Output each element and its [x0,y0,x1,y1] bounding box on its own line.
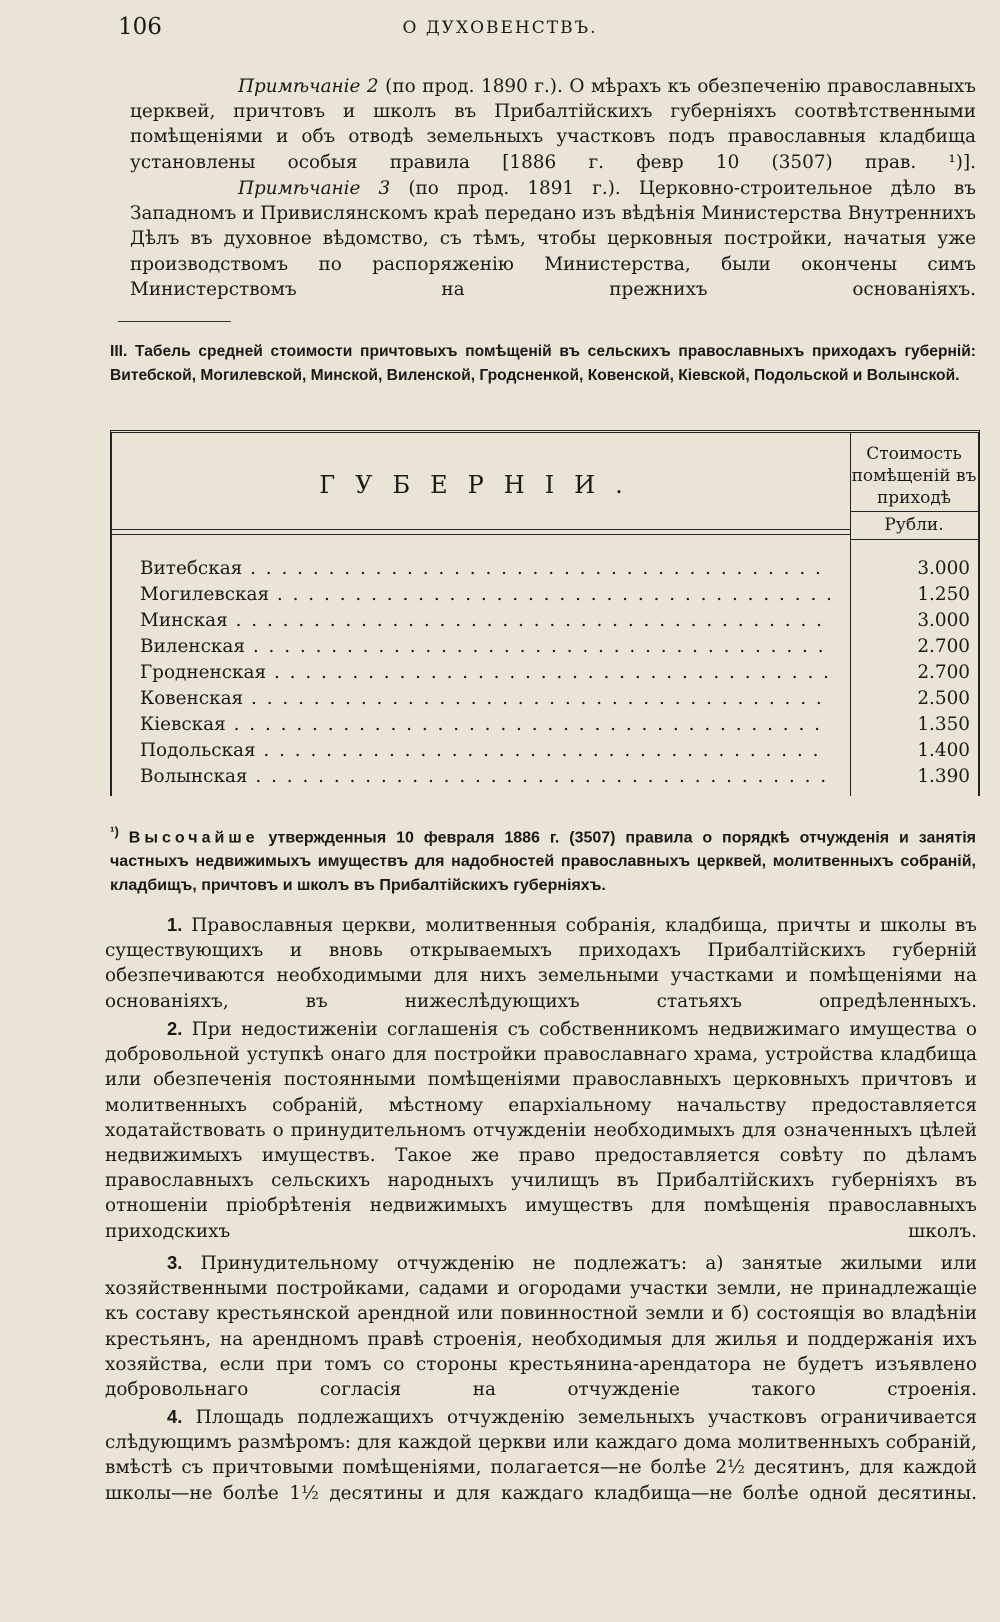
footnote-title-text: утвержденныя 10 февраля 1886 г. (3507) правила о порядкѣ отчужденія и занятія частныхъ недвижимыхъ имуществъ для надобностей православныхъ церквей, молитвенныхъ собраній, кладбищъ, причтовъ и школъ въ Прибалтійскихъ губерніяхъ. [110,829,977,895]
guberniya-name: Ковенская . . . [140,688,830,709]
guberniya-name: Волынская . . . [140,766,830,787]
guberniya-name: Витебская . . . [140,558,830,579]
footnote-spaced-word: Высочайше [128,829,259,847]
article-4 [105,1404,977,1506]
table-row [140,662,970,688]
article-3 [105,1250,977,1402]
note-2-text: (по прод. 1890 г.). О мѣрахъ къ обезпеченію православныхъ церквей, причтовъ и школъ въ Прибалтійскихъ губерніяхъ соотвѣтственными помѣщеніями и объ отводѣ земельныхъ участковъ подъ православныя кладбища установлены особыя правила [1886 г. февр 10 (3507) прав. ¹)]. [130,76,976,173]
article-2 [105,1016,977,1244]
note-2-label: Примѣчаніе 2 [238,76,379,97]
cost-value: 2.500 [917,688,970,709]
table-row [140,584,970,610]
table-row [140,766,970,792]
guberniya-name: Подольская . . . [140,740,830,761]
guberniya-name: Минская . . . [140,610,830,631]
running-title: О ДУХОВЕНСТВЪ. [402,18,598,38]
article-number: 4. [167,1406,183,1427]
cost-value: 1.400 [917,740,970,761]
guberniya-name: Могилевская . . . [140,584,830,605]
article-1 [105,912,977,1014]
table-title: III. Табель средней стоимости причтовыхъ помѣщеній въ сельскихъ православныхъ приходахъ губерній: Витебской, Могилевской, Минской, Виленской, Гродсненкой, Ковенской, Кіевской, Подольской и Волынской. [110,343,976,384]
cost-value: 3.000 [917,558,970,579]
table-row [140,740,970,766]
article-number: 3. [167,1252,183,1273]
article-text: Православныя церкви, молитвенныя собранія, кладбища, причты и школы въ существующихъ и вновь открываемыхъ приходахъ Прибалтійскихъ губерній обезпечиваются необходимыми для нихъ земельными участками и помѣщеніями на основаніяхъ, въ нижеслѣдующихъ статьяхъ опредѣленныхъ. [105,915,977,1012]
divider [118,321,231,322]
cost-value: 2.700 [917,636,970,657]
guberniya-name: Гродненская . . . [140,662,830,683]
table-row [140,558,970,584]
guberniya-name: Виленская . . . [140,636,830,657]
cost-table [110,430,980,796]
header-rule [112,529,850,535]
cost-value: 1.350 [917,714,970,735]
article-number: 1. [167,914,183,935]
cost-value: 1.250 [917,584,970,605]
article-text: Площадь подлежащихъ отчужденію земельныхъ участковъ ограничивается слѣдующимъ размѣромъ: для каждой церкви или каждаго дома молитвенныхъ собраній, вмѣстѣ съ причтовыми помѣщеніями, полагается—не болѣе 2½ десятинъ, для каждой школы—не болѣе 1½ десятины и для каждаго кладбища—не болѣе одной десятины. [105,1407,977,1504]
footnote-title [110,820,976,898]
unit-rule [850,539,978,540]
note-3-label: Примѣчаніе 3 [238,178,391,199]
article-number: 2. [167,1018,183,1039]
column-unit: Рубли. [884,515,944,535]
column-header-gubernii: ГУБЕРНІИ. [319,471,643,499]
page-number: 106 [118,14,162,40]
note-3-text: (по прод. 1891 г.). Церковно-строительное дѣло въ Западномъ и Привислянскомъ краѣ передано изъ вѣдѣнія Министерства Внутреннихъ Дѣлъ въ духовное вѣдомство, съ тѣмъ, чтобы церковныя постройки, начатыя уже производствомъ по распоряженію Министерства, были окончены симъ Министерствомъ на прежнихъ основаніяхъ. [130,178,976,300]
cost-value: 3.000 [917,610,970,631]
cost-value: 1.390 [917,766,970,787]
table-row [140,714,970,740]
column-header-cost: Стоимость помѣщеній въ приходѣ [851,444,977,508]
article-text: Принудительному отчужденію не подлежатъ: а) занятые жилыми или хозяйственными постройками, садами и огородами участки земли, не принадлежащіе къ составу крестьянской арендной или повинностной земли и б) состоящія во владѣніи крестьянъ, на арендномъ правѣ строенія, необходимыя для жилья и поддержанія ихъ хозяйства, если при томъ со стороны крестьянина-арендатора не будетъ изъявлено добровольнаго согласія на отчужденіе такого строенія. [105,1253,977,1401]
article-text: При недостиженіи соглашенія съ собственникомъ недвижимаго имущества о добровольной уступкѣ онаго для постройки православнаго храма, устройства кладбища или обезпеченія постоянными помѣщеніями православныхъ церковныхъ причтовъ и молитвенныхъ собраній, мѣстному епархіальному начальству предоставляется ходатайствовать о принудительномъ отчужденіи необходимыхъ для означенныхъ цѣлей недвижимыхъ имуществъ. Такое же право предоставляется совѣту по дѣламъ православныхъ сельскихъ народныхъ училищъ въ Прибалтійскихъ губерніяхъ въ отношеніи пріобрѣтенія недвижимыхъ имуществъ для помѣщенія православныхъ приходскихъ школъ. [105,1019,977,1242]
table-row [140,610,970,636]
cost-header-rule [850,511,978,512]
cost-value: 2.700 [917,662,970,683]
note-2 [130,74,976,175]
guberniya-name: Кіевская . . . [140,714,830,735]
footnote-marker: ¹) [110,824,119,839]
note-3 [130,176,976,302]
table-row [140,636,970,662]
table-row [140,688,970,714]
